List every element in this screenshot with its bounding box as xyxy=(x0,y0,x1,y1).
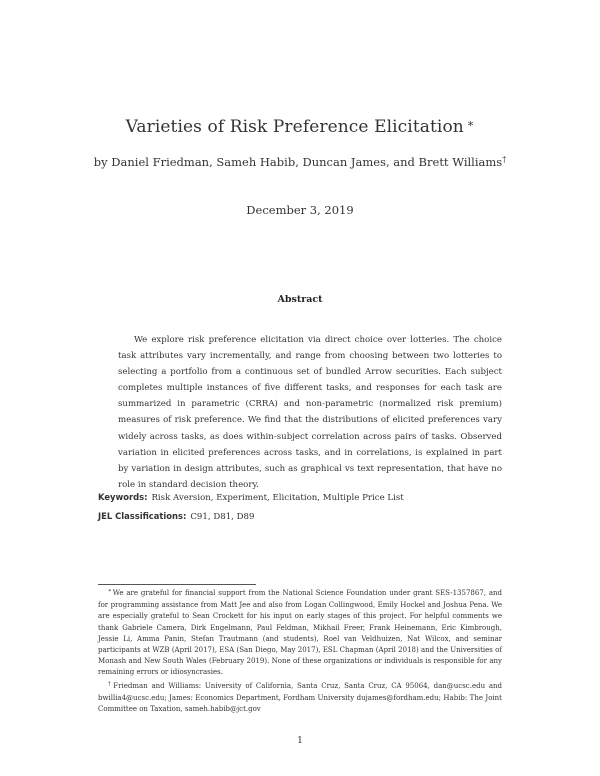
jel-label: JEL Classifications: xyxy=(98,511,187,521)
paper-title-text: Varieties of Risk Preference Elicitation xyxy=(125,117,464,137)
jel-line xyxy=(98,511,254,522)
keywords-value: Risk Aversion, Experiment, Elicitation, Multiple Price List xyxy=(151,493,404,503)
footnote-acknowledgements xyxy=(98,588,502,679)
abstract-heading: Abstract xyxy=(277,294,323,305)
paper-authors xyxy=(0,155,600,169)
title-footnote-mark: ∗ xyxy=(466,117,475,130)
abstract-body: We explore risk preference elicitation via direct choice over lotteries. The choice task attributes vary incrementally, and range from choosing between two lotteries to selecting a portfolio from a continuous set of bundled Arrow securities. Each subject completes multiple instances of five different tasks, and responses for each task are summarized in parametric (CRRA) and non-parametric (normalized risk premium) measures of risk preference. We find that the distributions of elicited preferences vary widely across tasks, as does within-subject correlation across pairs of tasks. Observed variation in elicited preferences across tasks, and in correlations, is explained in part by variation in design attributes, such as graphical vs text representation, that have no role in standard decision theory. xyxy=(118,335,502,490)
footnote-text: We are grateful for financial support from the National Science Foundation under grant SES-1357867, and for programming assistance from Matt Jee and also from Logan Collingwood, Emily Hockel and Joshua Pena. We are especially grateful to Sean Crockett for his input on early stages of this project. For helpful comments we thank Gabriele Camera, Dirk Engelmann, Paul Feldman, Mikhail Freer, Frank Heinemann, Eric Kimbrough, Jessie Li, Amma Panin, Stefan Trautmann (and students), Roel van Veldhuizen, Nat Wilcox, and seminar participants at WZB (April 2017), ESA (San Diego, May 2017), ESL Chapman (April 2018) and the Universities of Monash and New South Wales (February 2019). None of these organizations or individuals is responsible for any remaining errors or idiosyncrasies. xyxy=(98,589,502,677)
footnote-divider xyxy=(98,584,256,585)
paper-title xyxy=(0,117,600,137)
footnote-mark: † xyxy=(108,680,113,687)
footnotes xyxy=(98,588,502,715)
keywords-label: Keywords: xyxy=(98,492,148,502)
footnote-mark: ∗ xyxy=(108,588,112,594)
authors-text: by Daniel Friedman, Sameh Habib, Duncan James, and Brett Williams xyxy=(93,155,503,169)
paper-date: December 3, 2019 xyxy=(246,203,354,217)
keywords-line xyxy=(98,492,404,503)
authors-footnote-mark: † xyxy=(502,155,507,164)
jel-value: C91, D81, D89 xyxy=(190,512,255,522)
page-number: 1 xyxy=(297,736,303,746)
footnote-affiliations xyxy=(98,681,502,716)
footnote-text: Friedman and Williams: University of California, Santa Cruz, Santa Cruz, CA 95064, dan@ucsc.edu and bwillia4@ucsc.edu; James: Economics Department, Fordham University dujames@fordham.edu; Habib: The Joint Committee on Taxation, sameh.habib@jct.gov xyxy=(98,681,503,714)
